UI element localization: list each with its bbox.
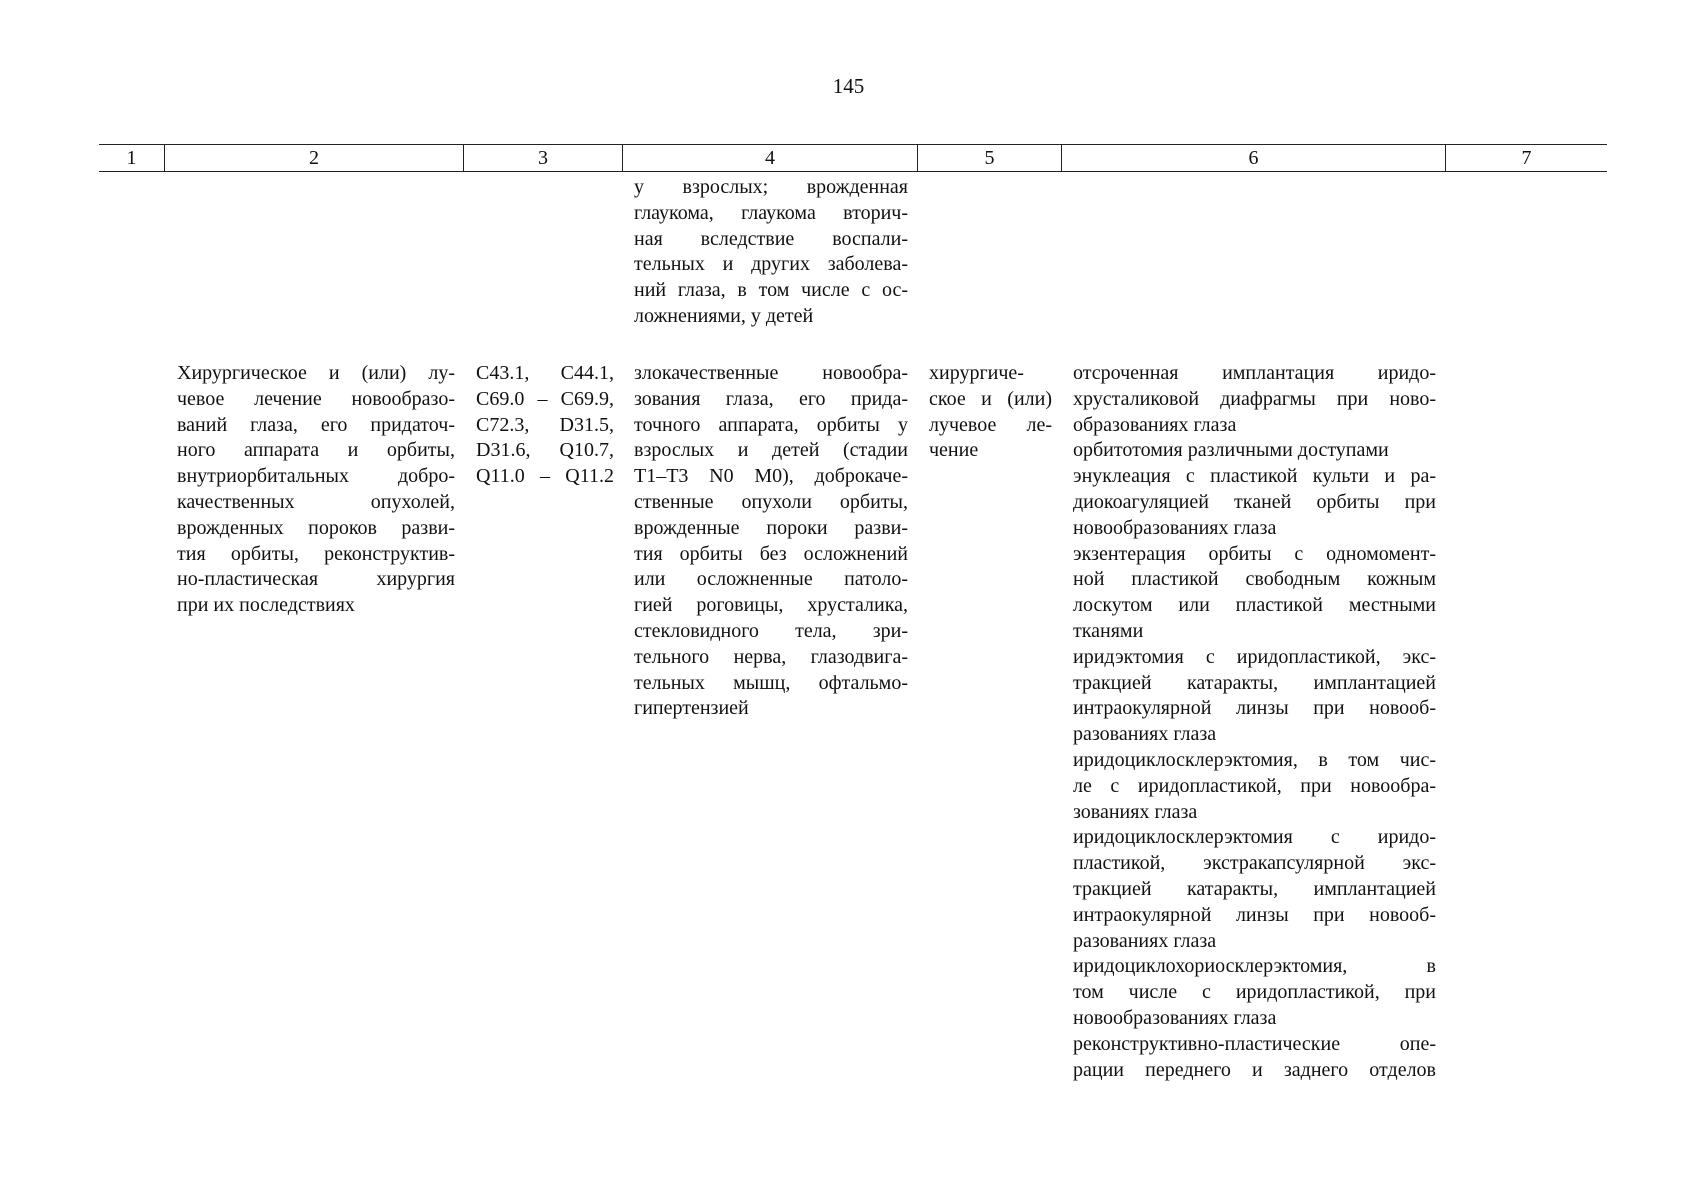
text-line: взрослых и детей (стадии	[634, 439, 908, 462]
text-line: иридоциклохориосклерэктомия, в	[1073, 955, 1436, 978]
text-line: при их последствиях	[177, 594, 355, 617]
text-line: внутриорбитальных добро-	[177, 465, 455, 488]
text-line: реконструктивно-пластические опе-	[1073, 1032, 1436, 1055]
header-cell-7: 7	[1521, 147, 1532, 169]
text-line: глаукома, глаукома вторич-	[634, 201, 908, 224]
text-line: разованиях глаза	[1073, 723, 1217, 746]
text-line: том числе с иридопластикой, при	[1073, 981, 1436, 1004]
text-line: ной пластикой свободным кожным	[1073, 568, 1436, 591]
treatment-name-cell	[177, 361, 455, 619]
text-line: чение	[929, 439, 979, 462]
text-line: хирургиче-	[929, 362, 1024, 384]
text-line: разованиях глаза	[1073, 929, 1217, 952]
text-line: новообразованиях глаза	[1073, 516, 1277, 539]
text-line: тканями	[1073, 619, 1144, 642]
continuation-cell-col4	[634, 175, 908, 330]
text-line: ложнениями, у детей	[634, 304, 814, 327]
text-line: тия орбиты, реконструктив-	[177, 542, 455, 565]
treatment-type-cell	[929, 361, 1052, 464]
text-line: зования глаза, его прида-	[634, 387, 908, 410]
text-line: образованиях глаза	[1073, 413, 1237, 436]
text-line: гипертензией	[634, 697, 749, 720]
text-line: ний глаза, в том числе с ос-	[634, 279, 908, 302]
text-line: ваний глаза, его придаточ-	[177, 413, 455, 436]
text-line: ного аппарата и орбиты,	[177, 439, 455, 462]
text-line: рации переднего и заднего отделов	[1073, 1058, 1436, 1081]
text-line: но-пластическая хирургия	[177, 568, 455, 591]
text-line: или осложненные патоло-	[634, 568, 908, 591]
text-line: тракцией катаракты, имплантацией	[1073, 671, 1436, 694]
text-line: чевое лечение новообразо-	[177, 387, 455, 410]
text-line: Q11.0 – Q11.2	[476, 465, 614, 488]
header-cell-1: 1	[126, 147, 137, 169]
page-number: 145	[832, 74, 865, 98]
text-line: C43.1, C44.1,	[476, 362, 614, 384]
text-line: стекловидного тела, зри-	[634, 619, 908, 642]
text-line: иридэктомия с иридопластикой, экс-	[1073, 645, 1436, 668]
text-line: врожденных пороков разви-	[177, 516, 455, 539]
text-line: ственные опухоли орбиты,	[634, 490, 908, 513]
text-line: новообразованиях глаза	[1073, 1006, 1277, 1029]
text-line: гией роговицы, хрусталика,	[634, 594, 908, 617]
text-line: интраокулярной линзы при новооб-	[1073, 903, 1436, 926]
text-line: хрусталиковой диафрагмы при ново-	[1073, 387, 1436, 410]
header-cell-3: 3	[538, 147, 548, 169]
text-line: тия орбиты без осложнений	[634, 542, 908, 565]
text-line: энуклеация с пластикой культи и ра-	[1073, 465, 1436, 488]
text-line: тельных и других заболева-	[634, 253, 908, 276]
text-line: Хирургическое и (или) лу-	[177, 362, 455, 384]
text-line: D31.6, Q10.7,	[476, 439, 614, 462]
text-line: лоскутом или пластикой местными	[1073, 594, 1436, 617]
header-cell-2: 2	[309, 147, 319, 169]
text-line: диокоагуляцией тканей орбиты при	[1073, 490, 1436, 513]
text-line: иридоциклосклерэктомия с иридо-	[1073, 826, 1436, 849]
text-line: тельных мышц, офтальмо-	[634, 671, 908, 694]
text-line: качественных опухолей,	[177, 490, 455, 513]
text-line: врожденные пороки разви-	[634, 516, 908, 539]
text-line: ское и (или)	[929, 387, 1052, 410]
text-line: точного аппарата, орбиты у	[634, 413, 908, 436]
text-line: тракцией катаракты, имплантацией	[1073, 877, 1436, 900]
text-line: орбитотомия различными доступами	[1073, 439, 1389, 462]
text-line: иридоциклосклерэктомия, в том чис-	[1073, 748, 1436, 771]
header-cell-5: 5	[984, 147, 995, 169]
header-cell-6: 6	[1248, 147, 1259, 169]
text-line: интраокулярной линзы при новооб-	[1073, 697, 1436, 720]
text-line: зованиях глаза	[1073, 800, 1198, 823]
treatment-method-cell	[1073, 361, 1436, 1083]
header-cell-4: 4	[765, 147, 775, 169]
text-line: ле с иридопластикой, при новообра-	[1073, 774, 1436, 797]
text-line: лучевое ле-	[929, 413, 1052, 436]
icd-codes-cell	[476, 361, 614, 490]
text-line: экзентерация орбиты с одномомент-	[1073, 542, 1436, 565]
text-line: пластикой, экстракапсулярной экс-	[1073, 852, 1436, 875]
text-line: T1–T3 N0 M0), доброкаче-	[634, 465, 908, 488]
diagnosis-cell	[634, 361, 908, 722]
text-line: у взрослых; врожденная	[634, 176, 908, 198]
text-line: тельного нерва, глазодвига-	[634, 645, 908, 668]
table-header-row	[99, 144, 1607, 172]
text-line: ная вследствие воспали-	[634, 227, 908, 250]
text-line: C72.3, D31.5,	[476, 413, 614, 436]
text-line: отсроченная имплантация иридо-	[1073, 362, 1436, 384]
text-line: злокачественные новообра-	[634, 362, 908, 384]
text-line: C69.0 – C69.9,	[476, 387, 614, 410]
